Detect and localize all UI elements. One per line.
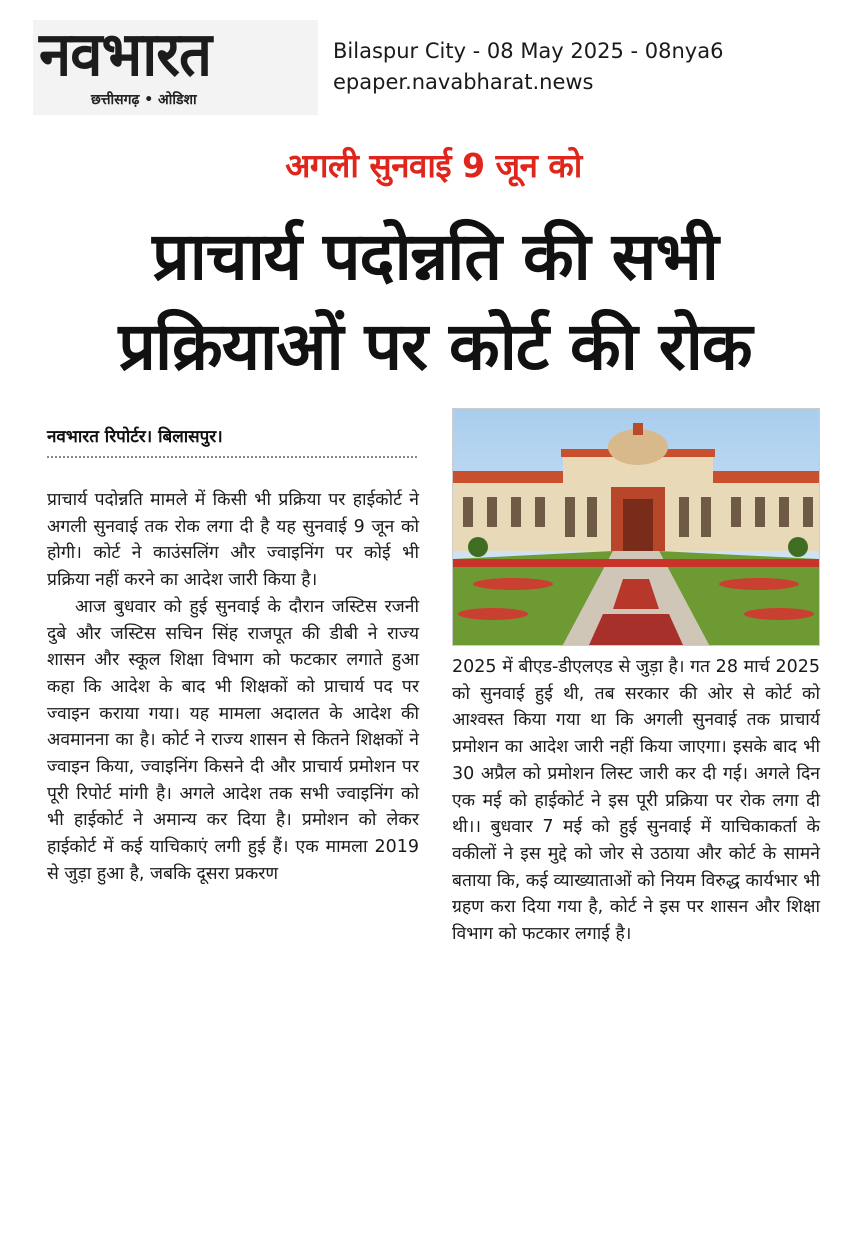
edition-info xyxy=(333,36,723,98)
article-paragraph: 2025 में बीएड-डीएलएड से जुड़ा है। गत 28 मार्च 2025 को सुनवाई हुई थी, तब सरकार की ओर से कोर्ट को आश्वस्त किया गया था कि अगली सुनवाई तक प्राचार्य प्रमोशन का आदेश जारी नहीं किया जाएगा। इसके बाद भी 30 अप्रैल को प्रमोशन लिस्ट जारी कर दी गई। अगले दिन एक मई को हाईकोर्ट ने इस पूरी प्रक्रिया पर रोक लगा दी थी।। बुधवार 7 मई को हुई सुनवाई में याचिकाकर्ता के वकीलों ने इस मुद्दे को जोर से उठाया और कोर्ट के सामने बताया कि, कई व्याख्याताओं को नियम विरुद्ध कार्यभार भी ग्रहण करा दिया गया है, कोर्ट ने इस पर शासन और शिक्षा विभाग को फटकार लगाई है। xyxy=(452,657,820,945)
edition-url: epaper.navabharat.news xyxy=(333,70,594,94)
high-court-photo xyxy=(452,408,820,646)
masthead xyxy=(33,20,318,115)
article-column-right xyxy=(452,654,820,948)
article-kicker: अगली सुनवाई 9 जून को xyxy=(285,146,582,185)
article-headline xyxy=(40,212,830,392)
article-paragraph: आज बुधवार को हुई सुनवाई के दौरान जस्टिस रजनी दुबे और जस्टिस सचिन सिंह राजपूत की डीबी ने राज्य शासन और स्कूल शिक्षा विभाग को फटकार लगाते हुआ कहा कि आदेश के बाद भी शिक्षकों को प्राचार्य पद पर ज्वाइन कराया गया। यह मामला अदालत के आदेश की अवमानना का है। कोर्ट ने राज्य शासन से कितने शिक्षकों ने ज्वाइन किया, ज्वाइनिंग किसने दी और प्राचार्य प्रमोशन पर पूरी रिपोर्ट मांगी है। अगले आदेश तक सभी ज्वाइनिंग को भी हाईकोर्ट ने अमान्य कर दिया है। प्रमोशन को लेकर हाईकोर्ट में कई याचिकाएं लगी हुई हैं। एक मामला 2019 से जुड़ा हुआ है, जबकि दूसरा प्रकरण xyxy=(47,596,419,884)
edition-date-line: Bilaspur City - 08 May 2025 - 08nya6 xyxy=(333,39,724,63)
article-byline: नवभारत रिपोर्टर। बिलासपुर। xyxy=(47,427,223,447)
byline-divider xyxy=(47,456,417,458)
high-court-building-image xyxy=(453,409,819,645)
newspaper-logo: नवभारत xyxy=(39,18,212,90)
masthead-regions: छत्तीसगढ़ • ओडिशा xyxy=(91,92,197,108)
headline-line-2: प्रक्रियाओं पर कोर्ट की रोक xyxy=(118,308,752,385)
headline-line-1: प्राचार्य पदोन्नति की सभी xyxy=(152,218,718,295)
article-paragraph: प्राचार्य पदोन्नति मामले में किसी भी प्रक्रिया पर हाईकोर्ट ने अगली सुनवाई तक रोक लगा दी है यह सुनवाई 9 जून को होगी। कोर्ट ने काउंसलिंग और ज्वाइनिंग पर कोई भी प्रक्रिया नहीं करने का आदेश जारी किया है। xyxy=(47,490,419,591)
article-column-left xyxy=(47,487,419,888)
